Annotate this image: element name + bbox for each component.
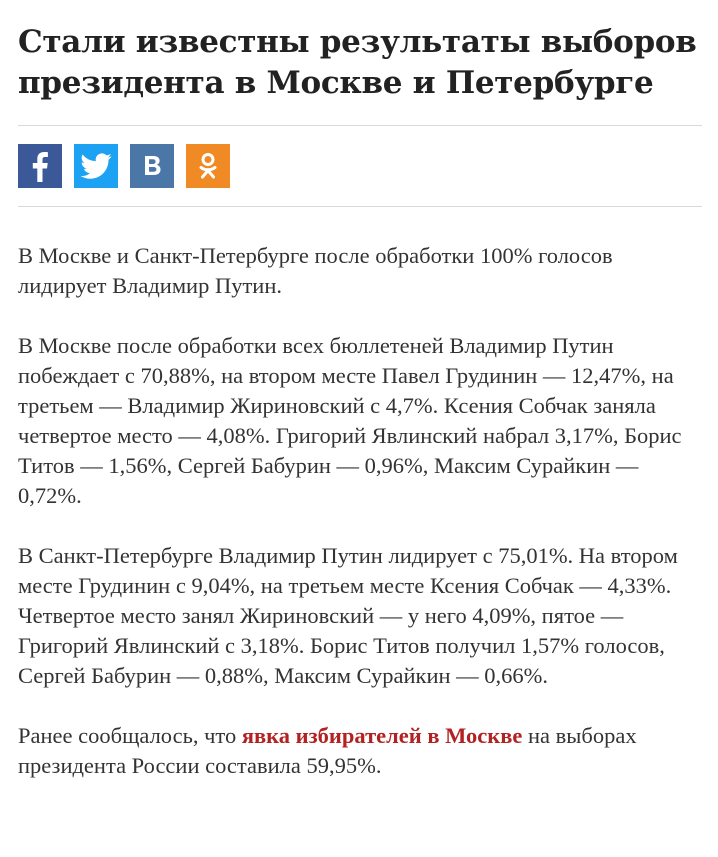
vk-icon bbox=[130, 144, 174, 188]
divider-top bbox=[18, 125, 702, 126]
paragraph-3: В Санкт-Петербурге Владимир Путин лидирует с 75,01%. На втором месте Грудинин с 9,04%, на третьем месте Ксения Собчак — 4,33%. Четвертое место занял Жириновский — у него 4,09%, пятое — Григорий Явлинский с 3,18%. Борис Титов получил 1,57% голосов, Сергей Бабурин — 0,88%, Максим Сурайкин — 0,66%. bbox=[18, 543, 678, 688]
share-bar bbox=[18, 144, 702, 188]
paragraph-2: В Москве после обработки всех бюллетеней Владимир Путин побеждает с 70,88%, на втором месте Павел Грудинин — 12,47%, на третьем — Владимир Жириновский с 4,7%. Ксения Собчак заняла четвертое место — 4,08%. Григорий Явлинский набрал 3,17%, Борис Титов — 1,56%, Сергей Бабурин — 0,96%, Максим Сурайкин — 0,72%. bbox=[18, 333, 682, 508]
paragraph-4-lead: Ранее сообщалось, что bbox=[18, 723, 242, 748]
divider-bottom bbox=[18, 206, 702, 207]
share-facebook-button[interactable] bbox=[18, 144, 62, 188]
article bbox=[18, 0, 702, 781]
paragraph-4-tail: на выборах президента России составила 59,95%. bbox=[18, 723, 637, 778]
share-ok-button[interactable] bbox=[186, 144, 230, 188]
article-headline: Стали известны результаты выборов президента в Москве и Петербурге bbox=[18, 24, 697, 101]
turnout-link[interactable]: явка избирателей в Москве bbox=[241, 723, 523, 748]
share-twitter-button[interactable] bbox=[74, 144, 118, 188]
ok-icon bbox=[186, 144, 230, 188]
paragraph-4 bbox=[18, 721, 702, 781]
paragraph-1: В Москве и Санкт-Петербурге после обработки 100% голосов лидирует Владимир Путин. bbox=[18, 243, 613, 298]
facebook-icon bbox=[18, 144, 62, 188]
article-body bbox=[18, 241, 702, 781]
twitter-icon bbox=[74, 144, 118, 188]
share-vk-button[interactable] bbox=[130, 144, 174, 188]
